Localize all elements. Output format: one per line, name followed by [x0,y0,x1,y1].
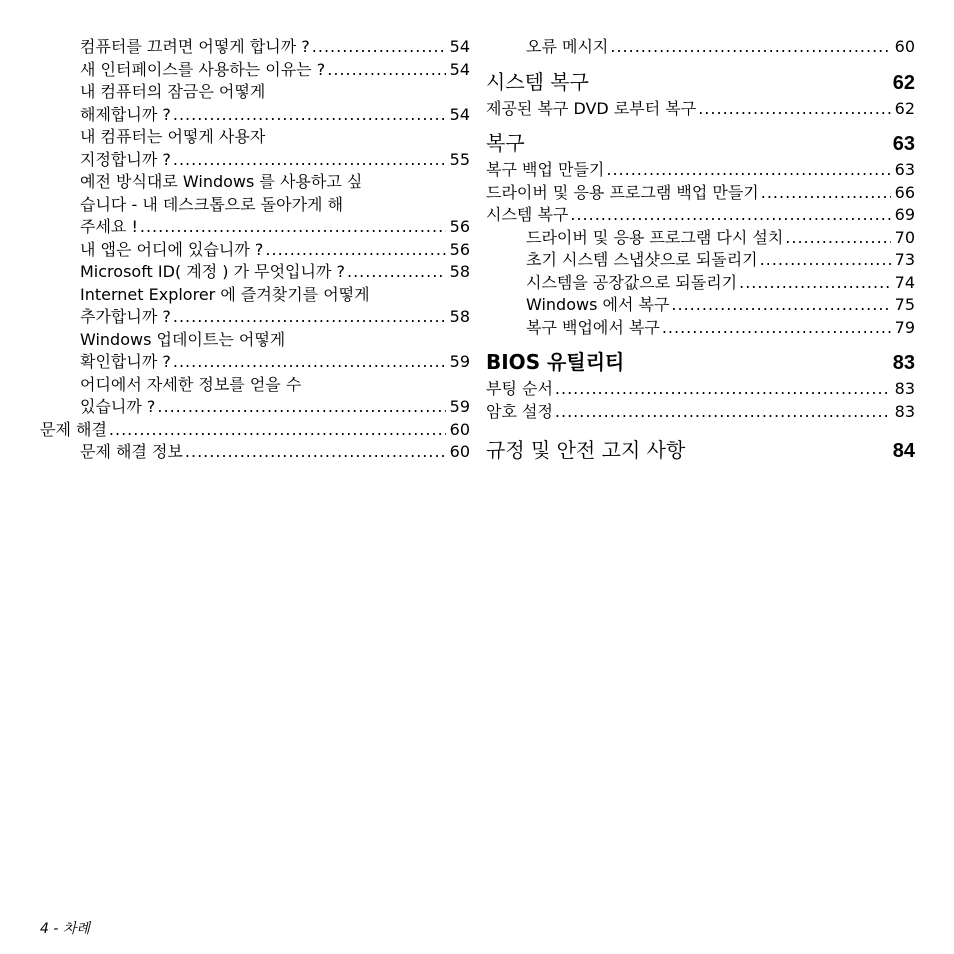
toc-page-number: 60 [449,419,470,439]
toc-page-number: 83 [894,401,915,421]
dot-leader [785,227,890,250]
toc-page-number: 54 [449,59,470,79]
toc-page-number: 56 [449,217,470,236]
toc-entry-text-line: 어디에서 자세한 정보를 얻을 수 [80,374,302,394]
toc-entry-text: 문제 해결 정보 [80,442,183,461]
dot-leader [347,261,446,284]
page-footer: 4 - 차례 [40,921,90,937]
toc-entry-text: 지정합니까 ? [80,149,171,169]
toc-section-heading[interactable] [486,349,915,376]
toc-entry-text: 복구 백업 만들기 [486,160,605,179]
toc-section-heading[interactable] [486,437,915,464]
dot-leader [555,378,891,401]
dot-leader [173,149,446,172]
section-title: 규정 및 안전 고지 사항 [486,438,686,462]
section-title: 시스템 복구 [486,69,589,94]
toc-entry[interactable] [486,249,915,272]
toc-entry-text: 드라이버 및 응용 프로그램 다시 설치 [526,227,784,247]
toc-entry-text: 문제 해결 [40,419,107,439]
dot-leader [610,36,890,59]
toc-page-number: 55 [449,149,470,169]
toc-section-heading[interactable] [486,69,915,96]
toc-entry[interactable] [40,396,470,419]
dot-leader [312,36,446,59]
dot-leader [173,351,446,374]
toc-entry[interactable] [486,159,915,182]
toc-entry-text: 오류 메시지 [526,37,609,56]
toc-entry[interactable] [40,59,470,82]
dot-leader [173,104,446,127]
dot-leader [606,159,890,182]
toc-entry-text: 주세요 ! [80,217,138,236]
toc-entry[interactable] [40,419,470,442]
toc-page-number: 69 [894,205,915,224]
dot-leader [140,216,446,239]
toc-entry[interactable] [40,306,470,329]
toc-entry-text: 추가합니까 ? [80,307,171,326]
toc-entry[interactable] [486,36,915,59]
section-page-number: 84 [892,440,915,462]
dot-leader [761,182,891,205]
toc-entry-text-line: 내 컴퓨터는 어떻게 사용자 [80,127,266,146]
toc-entry[interactable] [40,149,470,172]
section-page-number: 63 [892,133,915,155]
dot-leader [265,239,445,262]
toc-page-number: 73 [894,250,915,269]
toc-entry[interactable] [486,272,915,295]
toc-page-number: 58 [449,262,470,281]
toc-entry[interactable] [40,261,470,284]
toc-entry[interactable] [486,317,915,340]
dot-leader [671,294,890,317]
section-title: 복구 [486,131,525,155]
toc-page-number: 63 [894,160,915,179]
toc-page-number: 59 [449,397,470,416]
toc-entry-text-line: 내 컴퓨터의 잠금은 어떻게 [80,82,266,101]
toc-page-number: 60 [894,37,915,56]
toc-entry-text: 제공된 복구 DVD 로부터 복구 [486,98,697,118]
toc-entry[interactable] [486,378,915,401]
dot-leader [739,272,891,295]
toc-left-column [40,36,470,464]
toc-entry-text: 해제합니까 ? [80,104,171,124]
toc-entry[interactable] [486,204,915,227]
toc-right-column [486,36,915,466]
toc-entry[interactable] [486,294,915,317]
toc-entry[interactable] [486,98,915,121]
toc-entry-text-line: 습니다 - 내 데스크톱으로 돌아가게 해 [80,194,344,214]
toc-entry-text-line: 예전 방식대로 Windows 를 사용하고 싶 [80,172,363,191]
toc-page-number: 54 [449,37,470,56]
toc-entry-text: 드라이버 및 응용 프로그램 백업 만들기 [486,182,759,202]
toc-entry[interactable] [40,104,470,127]
toc-page-number: 83 [894,379,915,398]
toc-entry-text: 내 앱은 어디에 있습니까 ? [80,239,264,259]
toc-entry[interactable] [40,36,470,59]
toc-page-number: 66 [894,182,915,202]
dot-leader [555,401,891,424]
toc-page-number: 60 [449,442,470,461]
dot-leader [185,441,446,464]
toc-entry-text: 초기 시스템 스냅샷으로 되돌리기 [526,250,758,269]
dot-leader [570,204,890,227]
toc-entry-text: 복구 백업에서 복구 [526,317,660,337]
toc-entry-text: Microsoft ID( 계정 ) 가 무엇입니까 ? [80,262,345,281]
dot-leader [109,419,446,442]
toc-entry-text-line: Windows 업데이트는 어떻게 [80,329,286,349]
toc-entry[interactable] [40,351,470,374]
toc-entry-text: Windows 에서 복구 [526,295,670,314]
toc-entry[interactable] [486,401,915,424]
toc-entry-text: 시스템 복구 [486,205,569,224]
section-page-number: 83 [892,352,915,374]
dot-leader [760,249,891,272]
dot-leader [173,306,446,329]
toc-entry[interactable] [40,239,470,262]
toc-page-number: 59 [449,352,470,371]
dot-leader [662,317,891,340]
toc-entry-text: 암호 설정 [486,401,553,421]
toc-entry[interactable] [40,216,470,239]
dot-leader [157,396,445,419]
toc-entry-text: 부팅 순서 [486,379,553,398]
dot-leader [327,59,445,82]
toc-entry-text: 시스템을 공장값으로 되돌리기 [526,272,738,292]
toc-page-number: 79 [894,317,915,337]
toc-section-heading[interactable] [486,130,915,157]
dot-leader [698,98,890,121]
toc-page-number: 56 [449,239,470,259]
toc-entry-text-line: Internet Explorer 에 즐겨찾기를 어떻게 [80,284,370,304]
section-page-number: 62 [892,71,915,94]
toc-page-number: 70 [894,227,915,247]
toc-page-number: 62 [894,98,915,118]
toc-entry[interactable] [40,441,470,464]
section-title: BIOS 유틸리티 [486,350,625,374]
toc-entry-text: 컴퓨터를 끄려면 어떻게 합니까 ? [80,37,310,56]
toc-entry[interactable] [486,182,915,205]
toc-page-number: 75 [894,295,915,314]
toc-page-number: 74 [894,272,915,292]
toc-page-number: 58 [449,307,470,326]
toc-entry-text: 확인합니까 ? [80,352,171,371]
toc-entry-text: 새 인터페이스를 사용하는 이유는 ? [80,59,326,79]
toc-entry-text: 있습니까 ? [80,397,156,416]
toc-entry[interactable] [486,227,915,250]
toc-page-number: 54 [449,104,470,124]
